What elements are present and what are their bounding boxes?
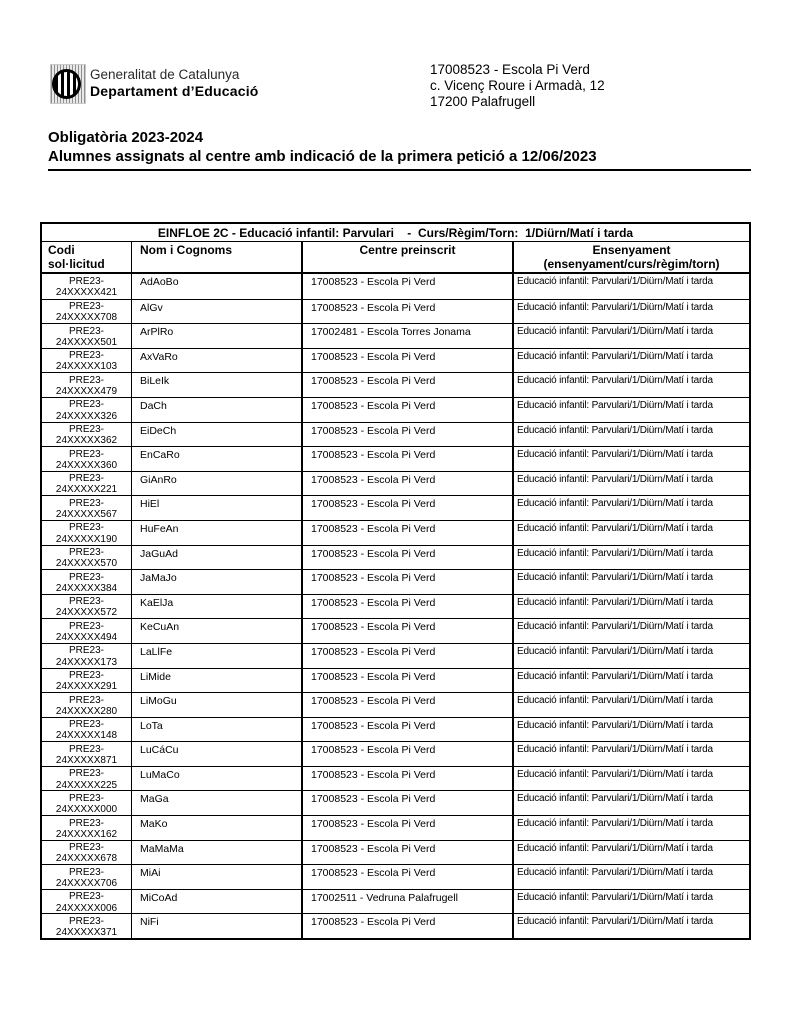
assignments-table: [40, 222, 751, 940]
cell-ensenyament: Educació infantil: Parvulari/1/Diürn/Matí i tarda: [512, 595, 749, 619]
cell-codi: [42, 324, 131, 348]
codi-line1: PRE23-: [68, 743, 104, 755]
school-city: 17200 Palafrugell: [430, 94, 536, 109]
senyera-bars-icon: [52, 69, 81, 99]
cell-name: GiAnRo: [131, 472, 301, 496]
document-heading: [48, 128, 751, 171]
codi-line1: PRE23-: [68, 792, 104, 804]
cell-centre: 17008523 - Escola Pi Verd: [301, 398, 512, 422]
cell-ensenyament: Educació infantil: Parvulari/1/Diürn/Matí i tarda: [512, 693, 749, 717]
codi-line2: 24XXXXX006: [55, 902, 118, 914]
table-row: [42, 790, 749, 815]
cell-ensenyament: Educació infantil: Parvulari/1/Diürn/Matí i tarda: [512, 546, 749, 570]
codi-line1: PRE23-: [68, 497, 104, 509]
codi-line1: PRE23-: [68, 620, 104, 632]
cell-name: HiEl: [131, 496, 301, 520]
cell-codi: [42, 718, 131, 742]
cell-name: EiDeCh: [131, 423, 301, 447]
cell-name: AxVaRo: [131, 349, 301, 373]
codi-line1: PRE23-: [68, 719, 104, 731]
heading-edition: Obligatòria 2023-2024: [48, 129, 204, 146]
table-row: [42, 569, 749, 594]
cell-ensenyament: Educació infantil: Parvulari/1/Diürn/Matí i tarda: [512, 791, 749, 815]
codi-line1: PRE23-: [68, 448, 104, 460]
cell-ensenyament: Educació infantil: Parvulari/1/Diürn/Matí i tarda: [512, 644, 749, 668]
cell-centre: 17008523 - Escola Pi Verd: [301, 349, 512, 373]
codi-line1: PRE23-: [68, 275, 104, 287]
codi-line1: PRE23-: [68, 473, 104, 485]
codi-line2: 24XXXXX360: [55, 459, 118, 471]
school-address-block: [430, 62, 605, 110]
cell-ensenyament: Educació infantil: Parvulari/1/Diürn/Matí i tarda: [512, 767, 749, 791]
codi-line1: PRE23-: [68, 374, 104, 386]
codi-line2: 24XXXXX000: [55, 804, 118, 816]
cell-codi: [42, 373, 131, 397]
cell-centre: 17008523 - Escola Pi Verd: [301, 373, 512, 397]
cell-codi: [42, 865, 131, 889]
table-row: [42, 348, 749, 373]
codi-line2: 24XXXXX567: [55, 509, 118, 520]
table-row: [42, 471, 749, 496]
table-row: [42, 594, 749, 619]
col-header-centre: Centre preinscrit: [301, 242, 512, 272]
cell-name: BiLeIk: [131, 373, 301, 397]
codi-line1: PRE23-: [68, 694, 104, 706]
table-row: [42, 299, 749, 324]
cell-name: MiCoAd: [131, 890, 301, 914]
cell-ensenyament: Educació infantil: Parvulari/1/Diürn/Matí i tarda: [512, 447, 749, 471]
codi-line2: 24XXXXX494: [55, 632, 118, 643]
codi-line1: PRE23-: [68, 842, 104, 854]
cell-centre: 17008523 - Escola Pi Verd: [301, 841, 512, 865]
codi-line1: PRE23-: [68, 645, 104, 657]
cell-codi: [42, 841, 131, 865]
codi-line1: PRE23-: [68, 817, 104, 829]
codi-line2: 24XXXXX103: [55, 361, 118, 373]
cell-name: LiMide: [131, 669, 301, 693]
cell-name: MaGa: [131, 791, 301, 815]
col-header-ens-line2: (ensenyament/curs/règim/torn): [543, 257, 720, 271]
col-header-ensenyament: [512, 242, 749, 272]
cell-codi: [42, 619, 131, 643]
codi-line2: 24XXXXX362: [55, 435, 118, 447]
codi-line2: 24XXXXX871: [55, 754, 118, 766]
codi-line2: 24XXXXX173: [55, 656, 118, 668]
cell-codi: [42, 644, 131, 668]
cell-name: EnCaRo: [131, 447, 301, 471]
codi-line2: 24XXXXX190: [55, 533, 118, 545]
cell-name: DaCh: [131, 398, 301, 422]
cell-centre: 17008523 - Escola Pi Verd: [301, 546, 512, 570]
table-row: [42, 422, 749, 447]
cell-name: MaKo: [131, 816, 301, 840]
codi-line2: 24XXXXX421: [55, 286, 118, 298]
table-row: [42, 397, 749, 422]
cell-centre: 17002481 - Escola Torres Jonama: [301, 324, 512, 348]
cell-ensenyament: Educació infantil: Parvulari/1/Diürn/Matí i tarda: [512, 816, 749, 840]
cell-name: LuMaCo: [131, 767, 301, 791]
table-row: [42, 643, 749, 668]
cell-ensenyament: Educació infantil: Parvulari/1/Diürn/Matí i tarda: [512, 570, 749, 594]
table-row: [42, 717, 749, 742]
cell-codi: [42, 349, 131, 373]
cell-centre: 17008523 - Escola Pi Verd: [301, 791, 512, 815]
cell-name: AlGv: [131, 300, 301, 324]
codi-line2: 24XXXXX280: [55, 705, 118, 717]
codi-line2: 24XXXXX706: [55, 877, 118, 889]
cell-ensenyament: Educació infantil: Parvulari/1/Diürn/Matí i tarda: [512, 324, 749, 348]
codi-line2: 24XXXXX501: [55, 336, 118, 348]
codi-line2: 24XXXXX225: [55, 779, 118, 791]
cell-codi: [42, 521, 131, 545]
table-row: [42, 618, 749, 643]
codi-line1: PRE23-: [68, 350, 104, 362]
cell-centre: 17008523 - Escola Pi Verd: [301, 865, 512, 889]
codi-line1: PRE23-: [68, 670, 104, 681]
codi-line2: 24XXXXX479: [55, 386, 118, 397]
school-street: c. Vicenç Roure i Armadà, 12: [430, 78, 605, 93]
cell-ensenyament: Educació infantil: Parvulari/1/Diürn/Matí i tarda: [512, 274, 749, 299]
codi-line1: PRE23-: [68, 571, 104, 583]
codi-line1: PRE23-: [68, 399, 104, 411]
org-name-line1: Generalitat de Catalunya: [90, 67, 240, 82]
cell-centre: 17008523 - Escola Pi Verd: [301, 300, 512, 324]
cell-centre: 17008523 - Escola Pi Verd: [301, 496, 512, 520]
cell-codi: [42, 472, 131, 496]
cell-ensenyament: Educació infantil: Parvulari/1/Diürn/Matí i tarda: [512, 349, 749, 373]
cell-centre: 17008523 - Escola Pi Verd: [301, 816, 512, 840]
codi-line1: PRE23-: [68, 424, 104, 436]
cell-name: LiMoGu: [131, 693, 301, 717]
cell-centre: 17008523 - Escola Pi Verd: [301, 914, 512, 938]
table-row: [42, 372, 749, 397]
cell-codi: [42, 570, 131, 594]
cell-codi: [42, 816, 131, 840]
cell-centre: 17008523 - Escola Pi Verd: [301, 619, 512, 643]
cell-codi: [42, 546, 131, 570]
cell-ensenyament: Educació infantil: Parvulari/1/Diürn/Matí i tarda: [512, 398, 749, 422]
codi-line1: PRE23-: [68, 596, 104, 608]
school-code-name: 17008523 - Escola Pi Verd: [430, 62, 590, 77]
cell-ensenyament: Educació infantil: Parvulari/1/Diürn/Matí i tarda: [512, 669, 749, 693]
cell-name: LoTa: [131, 718, 301, 742]
cell-name: NiFi: [131, 914, 301, 938]
cell-codi: [42, 693, 131, 717]
cell-centre: 17008523 - Escola Pi Verd: [301, 521, 512, 545]
codi-line2: 24XXXXX162: [55, 828, 118, 840]
heading-title: Alumnes assignats al centre amb indicació de la primera petició a 12/06/2023: [48, 147, 751, 171]
cell-ensenyament: Educació infantil: Parvulari/1/Diürn/Matí i tarda: [512, 718, 749, 742]
table-row: [42, 766, 749, 791]
codi-line2: 24XXXXX572: [55, 607, 118, 619]
cell-ensenyament: Educació infantil: Parvulari/1/Diürn/Matí i tarda: [512, 841, 749, 865]
cell-centre: 17008523 - Escola Pi Verd: [301, 447, 512, 471]
cell-centre: 17008523 - Escola Pi Verd: [301, 718, 512, 742]
cell-centre: 17008523 - Escola Pi Verd: [301, 742, 512, 766]
cell-centre: 17008523 - Escola Pi Verd: [301, 644, 512, 668]
codi-line1: PRE23-: [68, 891, 104, 903]
cell-centre: 17008523 - Escola Pi Verd: [301, 274, 512, 299]
cell-codi: [42, 914, 131, 938]
generalitat-catalunya-logo-icon: [50, 64, 86, 104]
cell-centre: 17002511 - Vedruna Palafrugell: [301, 890, 512, 914]
table-row: [42, 889, 749, 914]
cell-name: JaMaJo: [131, 570, 301, 594]
table-row: [42, 274, 749, 299]
table-body: [42, 274, 749, 938]
table-row: [42, 668, 749, 693]
codi-line2: 24XXXXX291: [55, 681, 118, 693]
table-group-title: EINFLOE 2C - Educació infantil: Parvulari - Curs/Règim/Torn: 1/Diürn/Matí i tarda: [42, 224, 749, 242]
cell-codi: [42, 890, 131, 914]
table-row: [42, 913, 749, 938]
col-header-codi-line2: sol·licitud: [48, 257, 105, 271]
cell-codi: [42, 669, 131, 693]
cell-ensenyament: Educació infantil: Parvulari/1/Diürn/Matí i tarda: [512, 300, 749, 324]
table-row: [42, 323, 749, 348]
col-header-nom: Nom i Cognoms: [131, 242, 301, 272]
cell-name: MaMaMa: [131, 841, 301, 865]
table-row: [42, 815, 749, 840]
cell-ensenyament: Educació infantil: Parvulari/1/Diürn/Matí i tarda: [512, 521, 749, 545]
cell-name: KaElJa: [131, 595, 301, 619]
codi-line2: 24XXXXX221: [55, 484, 118, 496]
cell-ensenyament: Educació infantil: Parvulari/1/Diürn/Matí i tarda: [512, 914, 749, 938]
cell-ensenyament: Educació infantil: Parvulari/1/Diürn/Matí i tarda: [512, 373, 749, 397]
table-row: [42, 741, 749, 766]
col-header-codi-line1: Codi: [48, 243, 75, 257]
cell-codi: [42, 742, 131, 766]
codi-line2: 24XXXXX708: [55, 312, 118, 324]
codi-line2: 24XXXXX371: [55, 927, 118, 939]
cell-centre: 17008523 - Escola Pi Verd: [301, 767, 512, 791]
cell-codi: [42, 423, 131, 447]
table-row: [42, 446, 749, 471]
cell-name: AdAoBo: [131, 274, 301, 299]
table-header-row: [42, 242, 749, 274]
org-name-block: [90, 67, 259, 99]
codi-line1: PRE23-: [68, 325, 104, 337]
codi-line2: 24XXXXX148: [55, 730, 118, 742]
cell-centre: 17008523 - Escola Pi Verd: [301, 472, 512, 496]
cell-centre: 17008523 - Escola Pi Verd: [301, 595, 512, 619]
table-row: [42, 545, 749, 570]
cell-ensenyament: Educació infantil: Parvulari/1/Diürn/Matí i tarda: [512, 619, 749, 643]
cell-centre: 17008523 - Escola Pi Verd: [301, 693, 512, 717]
cell-name: JaGuAd: [131, 546, 301, 570]
table-row: [42, 692, 749, 717]
cell-codi: [42, 595, 131, 619]
codi-line2: 24XXXXX384: [55, 582, 118, 594]
cell-codi: [42, 398, 131, 422]
codi-line1: PRE23-: [68, 522, 104, 534]
cell-name: LaLlFe: [131, 644, 301, 668]
cell-codi: [42, 496, 131, 520]
cell-ensenyament: Educació infantil: Parvulari/1/Diürn/Matí i tarda: [512, 472, 749, 496]
cell-name: HuFeAn: [131, 521, 301, 545]
codi-line1: PRE23-: [68, 547, 104, 559]
cell-codi: [42, 791, 131, 815]
cell-ensenyament: Educació infantil: Parvulari/1/Diürn/Matí i tarda: [512, 890, 749, 914]
cell-codi: [42, 767, 131, 791]
codi-line1: PRE23-: [68, 915, 104, 927]
cell-centre: 17008523 - Escola Pi Verd: [301, 669, 512, 693]
cell-codi: [42, 300, 131, 324]
org-name-line2: Departament d’Educació: [90, 83, 259, 99]
codi-line1: PRE23-: [68, 768, 104, 780]
cell-name: ArPlRo: [131, 324, 301, 348]
cell-codi: [42, 447, 131, 471]
table-row: [42, 495, 749, 520]
table-row: [42, 520, 749, 545]
cell-ensenyament: Educació infantil: Parvulari/1/Diürn/Matí i tarda: [512, 865, 749, 889]
cell-name: KeCuAn: [131, 619, 301, 643]
cell-centre: 17008523 - Escola Pi Verd: [301, 423, 512, 447]
cell-codi: [42, 274, 131, 299]
cell-name: LuCáCu: [131, 742, 301, 766]
table-row: [42, 864, 749, 889]
codi-line1: PRE23-: [68, 866, 104, 878]
col-header-ens-line1: Ensenyament: [592, 243, 671, 257]
cell-ensenyament: Educació infantil: Parvulari/1/Diürn/Matí i tarda: [512, 496, 749, 520]
cell-centre: 17008523 - Escola Pi Verd: [301, 570, 512, 594]
table-row: [42, 840, 749, 865]
codi-line2: 24XXXXX326: [55, 410, 118, 422]
cell-ensenyament: Educació infantil: Parvulari/1/Diürn/Matí i tarda: [512, 423, 749, 447]
cell-ensenyament: Educació infantil: Parvulari/1/Diürn/Matí i tarda: [512, 742, 749, 766]
codi-line1: PRE23-: [68, 301, 104, 313]
codi-line2: 24XXXXX678: [55, 853, 118, 865]
col-header-codi: [42, 242, 131, 272]
cell-name: MiAi: [131, 865, 301, 889]
codi-line2: 24XXXXX570: [55, 558, 118, 570]
